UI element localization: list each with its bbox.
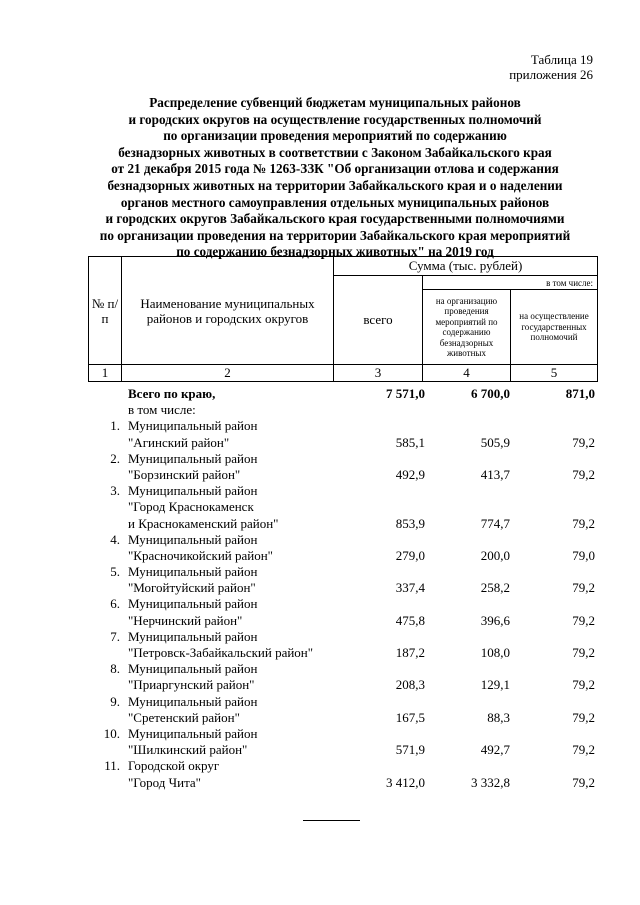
row-total: 279,0 xyxy=(395,547,425,563)
row-total: 585,1 xyxy=(395,434,425,450)
row-col5: 79,2 xyxy=(572,612,595,628)
table-row xyxy=(88,726,597,742)
row-name: Городской округ xyxy=(128,758,220,774)
row-col4: 88,3 xyxy=(487,709,510,725)
appendix-number: приложения 26 xyxy=(509,67,593,82)
column-index: 5 xyxy=(511,365,598,382)
table-row xyxy=(88,516,597,532)
row-col5: 79,2 xyxy=(572,677,595,693)
table-row xyxy=(88,418,597,434)
table-row xyxy=(88,596,597,612)
title-line: по содержанию безнадзорных животных" на 2019 год xyxy=(176,244,494,260)
table-header xyxy=(88,256,598,382)
title-line: безнадзорных животных в соответствии с Законом Забайкальского края xyxy=(118,144,552,160)
header-number: № п/п xyxy=(89,257,122,365)
title-line: от 21 декабря 2015 года № 1263-ЗЗК "Об организации отлова и содержания xyxy=(111,161,559,177)
row-number: 2. xyxy=(110,450,120,466)
row-col4: 3 332,8 xyxy=(471,774,510,790)
row-name: "Нерчинский район" xyxy=(128,612,243,628)
table-number: Таблица 19 xyxy=(530,52,593,67)
row-name: Муниципальный район xyxy=(128,483,258,499)
row-col5: 79,2 xyxy=(572,709,595,725)
including-label: в том числе: xyxy=(128,402,196,418)
row-col5: 79,2 xyxy=(572,580,595,596)
header-including: в том числе: xyxy=(423,276,598,290)
table-row xyxy=(88,775,597,791)
header-col5: на осуществление государственных полномочий xyxy=(511,290,598,365)
row-number: 5. xyxy=(110,564,120,580)
row-name: "Петровск-Забайкальский район" xyxy=(128,645,314,660)
column-index: 3 xyxy=(334,365,423,382)
row-number: 3. xyxy=(110,483,120,499)
row-name: и Краснокаменский район" xyxy=(128,515,279,531)
table-row xyxy=(88,629,597,645)
title-line: и городских округов на осуществление государственных полномочий xyxy=(128,111,542,127)
total-row xyxy=(88,386,597,402)
row-col4: 129,1 xyxy=(480,677,510,693)
row-col4: 200,0 xyxy=(480,547,510,563)
table-row xyxy=(88,742,597,758)
total-label: Всего по краю, xyxy=(128,386,216,401)
row-number: 1. xyxy=(110,418,120,434)
row-name: "Приаргунский район" xyxy=(128,677,255,693)
row-name: Муниципальный район xyxy=(128,450,258,466)
row-number: 10. xyxy=(103,725,120,741)
table-row xyxy=(88,645,597,661)
total-value: 7 571,0 xyxy=(386,386,425,401)
row-col4: 108,0 xyxy=(480,645,510,660)
title-line: Распределение субвенций бюджетам муниципальных районов xyxy=(149,95,521,110)
row-name: "Агинский район" xyxy=(128,434,230,450)
row-total: 167,5 xyxy=(395,709,425,725)
row-col4: 774,7 xyxy=(480,515,510,531)
row-name: "Город Чита" xyxy=(128,774,201,790)
table-row xyxy=(88,467,597,483)
row-name: Муниципальный район xyxy=(128,628,258,644)
row-col5: 79,2 xyxy=(572,774,595,790)
row-number: 4. xyxy=(110,531,120,547)
header-total: всего xyxy=(334,276,423,365)
row-total: 475,8 xyxy=(395,612,425,628)
row-col4: 396,6 xyxy=(480,612,510,628)
table-row xyxy=(88,613,597,629)
row-name: Муниципальный район xyxy=(128,564,258,580)
row-col4: 492,7 xyxy=(480,742,510,758)
table-row xyxy=(88,580,597,596)
row-name: "Город Краснокаменск xyxy=(128,499,254,515)
row-name: "Шилкинский район" xyxy=(128,742,248,758)
row-number: 11. xyxy=(104,758,120,774)
row-name: "Сретенский район" xyxy=(128,709,240,725)
row-col5: 79,2 xyxy=(572,645,595,660)
header-col4: на организацию проведения мероприятий по содержанию безнадзорных животных xyxy=(423,290,511,365)
row-col4: 258,2 xyxy=(480,580,510,596)
header-sum: Сумма (тыс. рублей) xyxy=(334,257,598,276)
row-number: 8. xyxy=(110,661,120,677)
row-col5: 79,2 xyxy=(572,466,595,482)
header-name: Наименование муниципальных районов и городских округов xyxy=(122,257,334,365)
row-name: Муниципальный район xyxy=(128,661,258,677)
row-name: Муниципальный район xyxy=(128,725,258,741)
column-index: 2 xyxy=(122,365,334,382)
row-name: "Могойтуйский район" xyxy=(128,580,256,596)
row-name: "Борзинский район" xyxy=(128,466,241,482)
row-col5: 79,2 xyxy=(572,434,595,450)
title-line: и городских округов Забайкальского края государственными полномочиями xyxy=(105,211,565,227)
row-name: Муниципальный район xyxy=(128,596,258,612)
total-col5-value: 871,0 xyxy=(565,386,595,401)
table-row xyxy=(88,564,597,580)
data-rows xyxy=(88,418,597,790)
row-number: 7. xyxy=(110,628,120,644)
column-index: 4 xyxy=(423,365,511,382)
row-col5: 79,2 xyxy=(572,742,595,758)
row-name: Муниципальный район xyxy=(128,693,258,709)
table-row xyxy=(88,694,597,710)
row-col5: 79,2 xyxy=(572,515,595,531)
row-name: Муниципальный район xyxy=(128,531,258,547)
title-line: органов местного самоуправления отдельных муниципальных районов xyxy=(120,194,550,210)
row-col5: 79,0 xyxy=(572,547,595,563)
row-name: "Красночикойский район" xyxy=(128,547,273,563)
including-row xyxy=(88,402,597,418)
column-index: 1 xyxy=(89,365,122,382)
table-row xyxy=(88,435,597,451)
title-line: безнадзорных животных на территории Забайкальского края и о наделении xyxy=(107,177,563,193)
title-line: по организации проведения на территории Забайкальского края мероприятий xyxy=(99,227,571,243)
table-body xyxy=(88,386,597,791)
table-reference xyxy=(509,52,593,82)
table-row xyxy=(88,661,597,677)
bottom-divider xyxy=(303,820,360,821)
table-row xyxy=(88,483,597,499)
row-col4: 505,9 xyxy=(480,434,510,450)
row-total: 187,2 xyxy=(395,645,425,660)
row-col4: 413,7 xyxy=(480,466,510,482)
document-title xyxy=(88,95,582,261)
row-total: 492,9 xyxy=(395,466,425,482)
row-total: 337,4 xyxy=(395,580,425,596)
title-line: по организации проведения мероприятий по содержанию xyxy=(163,128,507,144)
table-row xyxy=(88,548,597,564)
table-row xyxy=(88,710,597,726)
total-col4-value: 6 700,0 xyxy=(471,386,510,401)
row-name: Муниципальный район xyxy=(128,418,258,434)
table-row xyxy=(88,532,597,548)
table-row xyxy=(88,677,597,693)
table-row xyxy=(88,758,597,774)
row-total: 853,9 xyxy=(395,515,425,531)
table-row xyxy=(88,499,597,515)
row-total: 208,3 xyxy=(395,677,425,693)
row-number: 9. xyxy=(110,693,120,709)
row-number: 6. xyxy=(110,596,120,612)
row-total: 571,9 xyxy=(395,742,425,758)
row-total: 3 412,0 xyxy=(386,774,425,790)
table-row xyxy=(88,451,597,467)
